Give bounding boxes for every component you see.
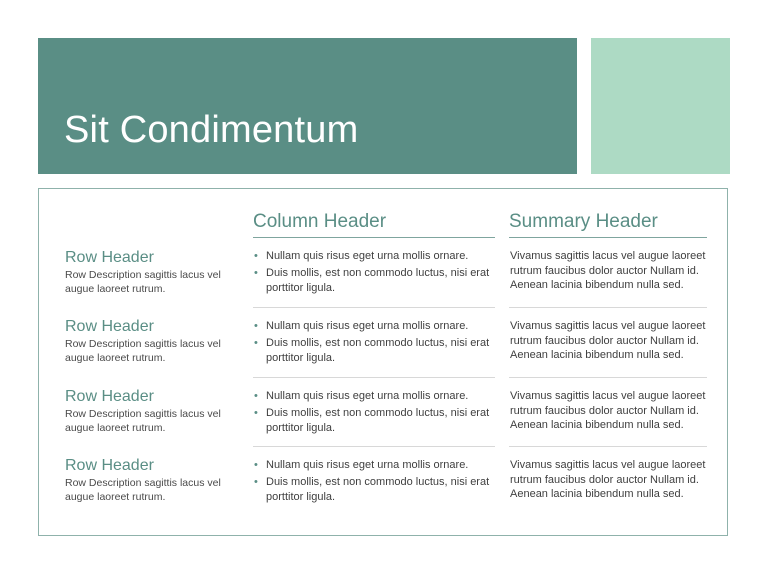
row-divider [509,377,707,378]
bullet-text: Duis mollis, est non commodo luctus, nisi erat porttitor ligula. [266,476,490,503]
list-item [253,319,493,334]
row-divider [509,307,707,308]
bullet-list [253,458,493,507]
bullet-list [253,249,493,298]
column-header: Column Header [253,210,495,238]
list-item [253,336,493,365]
bullet-icon: • [254,476,258,488]
list-item [253,249,493,264]
slide-title: Sit Condimentum [64,109,359,151]
row-divider [253,307,495,308]
row-divider [509,446,707,447]
list-item [253,266,493,295]
bullet-list [253,389,493,438]
accent-square [591,38,730,174]
row-header: Row Header [65,249,154,266]
bullet-text: Nullam quis risus eget urna mollis ornare. [266,390,469,402]
bullet-icon: • [254,459,258,471]
row-header: Row Header [65,318,154,335]
bullet-text: Nullam quis risus eget urna mollis ornare. [266,320,469,332]
row-divider [253,377,495,378]
bullet-icon: • [254,250,258,262]
bullet-icon: • [254,407,258,419]
row-description: Row Description sagittis lacus vel augue laoreet rutrum. [65,477,221,503]
summary-text: Vivamus sagittis lacus vel augue laoreet rutrum faucibus dolor auctor Nullam id. Aenean lacinia bibendum nulla sed. [510,459,706,500]
row-description: Row Description sagittis lacus vel augue laoreet rutrum. [65,338,221,364]
list-item [253,389,493,404]
row-divider [253,446,495,447]
bullet-text: Nullam quis risus eget urna mollis ornare. [266,459,469,471]
bullet-list [253,319,493,368]
list-item [253,475,493,504]
row-header: Row Header [65,388,154,405]
summary-header: Summary Header [509,210,707,238]
summary-text: Vivamus sagittis lacus vel augue laoreet rutrum faucibus dolor auctor Nullam id. Aenean lacinia bibendum nulla sed. [510,250,706,291]
bullet-text: Duis mollis, est non commodo luctus, nisi erat porttitor ligula. [266,337,490,364]
bullet-text: Nullam quis risus eget urna mollis ornare. [266,250,469,262]
list-item [253,458,493,473]
bullet-icon: • [254,390,258,402]
summary-text: Vivamus sagittis lacus vel augue laoreet rutrum faucibus dolor auctor Nullam id. Aenean lacinia bibendum nulla sed. [510,390,706,431]
summary-text: Vivamus sagittis lacus vel augue laoreet rutrum faucibus dolor auctor Nullam id. Aenean lacinia bibendum nulla sed. [510,320,706,361]
bullet-text: Duis mollis, est non commodo luctus, nisi erat porttitor ligula. [266,267,490,294]
row-header: Row Header [65,457,154,474]
bullet-icon: • [254,337,258,349]
title-bar [38,38,577,174]
bullet-text: Duis mollis, est non commodo luctus, nisi erat porttitor ligula. [266,407,490,434]
row-description: Row Description sagittis lacus vel augue laoreet rutrum. [65,269,221,295]
list-item [253,406,493,435]
bullet-icon: • [254,267,258,279]
bullet-icon: • [254,320,258,332]
table-panel [38,188,728,536]
row-description: Row Description sagittis lacus vel augue laoreet rutrum. [65,408,221,434]
